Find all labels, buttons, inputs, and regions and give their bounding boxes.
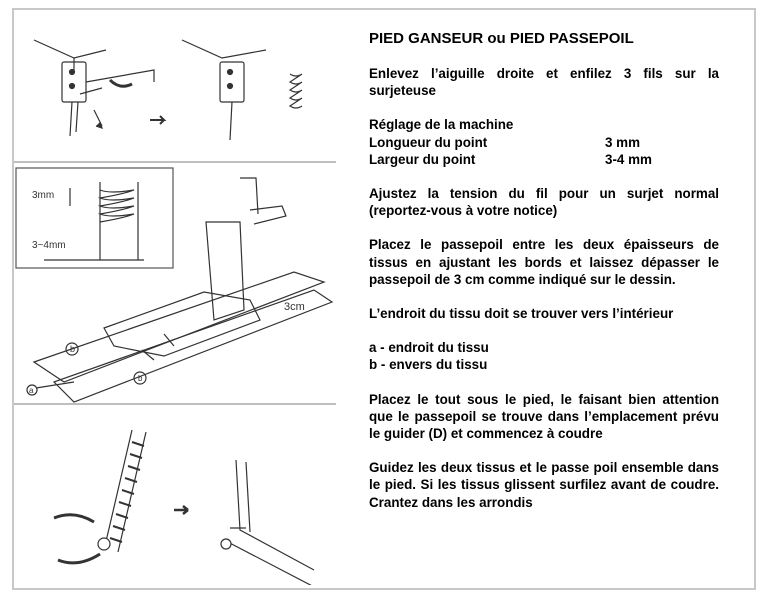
- legend: [369, 339, 719, 373]
- intro-paragraph: Enlevez l’aiguille droite et enfilez 3 fils sur la surjeteuse: [369, 66, 719, 99]
- place-under-foot-paragraph: Placez le tout sous le pied, le faisant bien attention que le passepoil se trouve dans l’emplacement prévu le guider (D) et commencez à coudre: [369, 391, 719, 442]
- label-3mm: 3mm: [32, 190, 55, 201]
- setting-row: [369, 134, 719, 151]
- setting-label: Largeur du point: [369, 151, 476, 167]
- tension-paragraph: Ajustez la tension du fil pour un surjet normal (reportez-vous à votre notice): [369, 186, 719, 219]
- legend-b: b - envers du tissu: [369, 357, 488, 373]
- label-a: a: [29, 386, 34, 395]
- label-b: b: [70, 344, 76, 354]
- setting-row: [369, 151, 719, 168]
- setting-value: 3-4 mm: [605, 151, 652, 167]
- settings-heading: Réglage de la machine: [369, 117, 514, 133]
- page-title: PIED GANSEUR ou PIED PASSEPOIL: [369, 30, 634, 47]
- label-3cm: 3cm: [284, 301, 305, 313]
- setting-label: Longueur du point: [369, 134, 488, 150]
- sewing-diagram: [14, 10, 336, 585]
- panel-corner-sewing: [54, 430, 320, 585]
- guide-paragraph: Guidez les deux tissus et le passe poil ensemble dans le pied. Si les tissus glissent surfilez avant de coudre. Crantez dans les arrondis: [369, 460, 719, 510]
- legend-a: a - endroit du tissu: [369, 340, 489, 356]
- panel-presser-foot: [16, 168, 332, 402]
- instructions: [369, 30, 719, 528]
- right-side-paragraph: L’endroit du tissu doit se trouver vers l’intérieur: [369, 306, 674, 322]
- place-piping-paragraph: Placez le passepoil entre les deux épaisseurs de tissus en ajustant les bords et laissez dépasser le passepoil de 3 cm comme indiqué sur le dessin.: [369, 237, 719, 287]
- panel-needle-removal: [34, 40, 302, 140]
- setting-value: 3 mm: [605, 134, 640, 150]
- label-b-2: b: [138, 374, 143, 383]
- illustrations-panel: [14, 10, 336, 585]
- label-3-4mm: 3~4mm: [32, 240, 66, 251]
- machine-settings: [369, 116, 719, 168]
